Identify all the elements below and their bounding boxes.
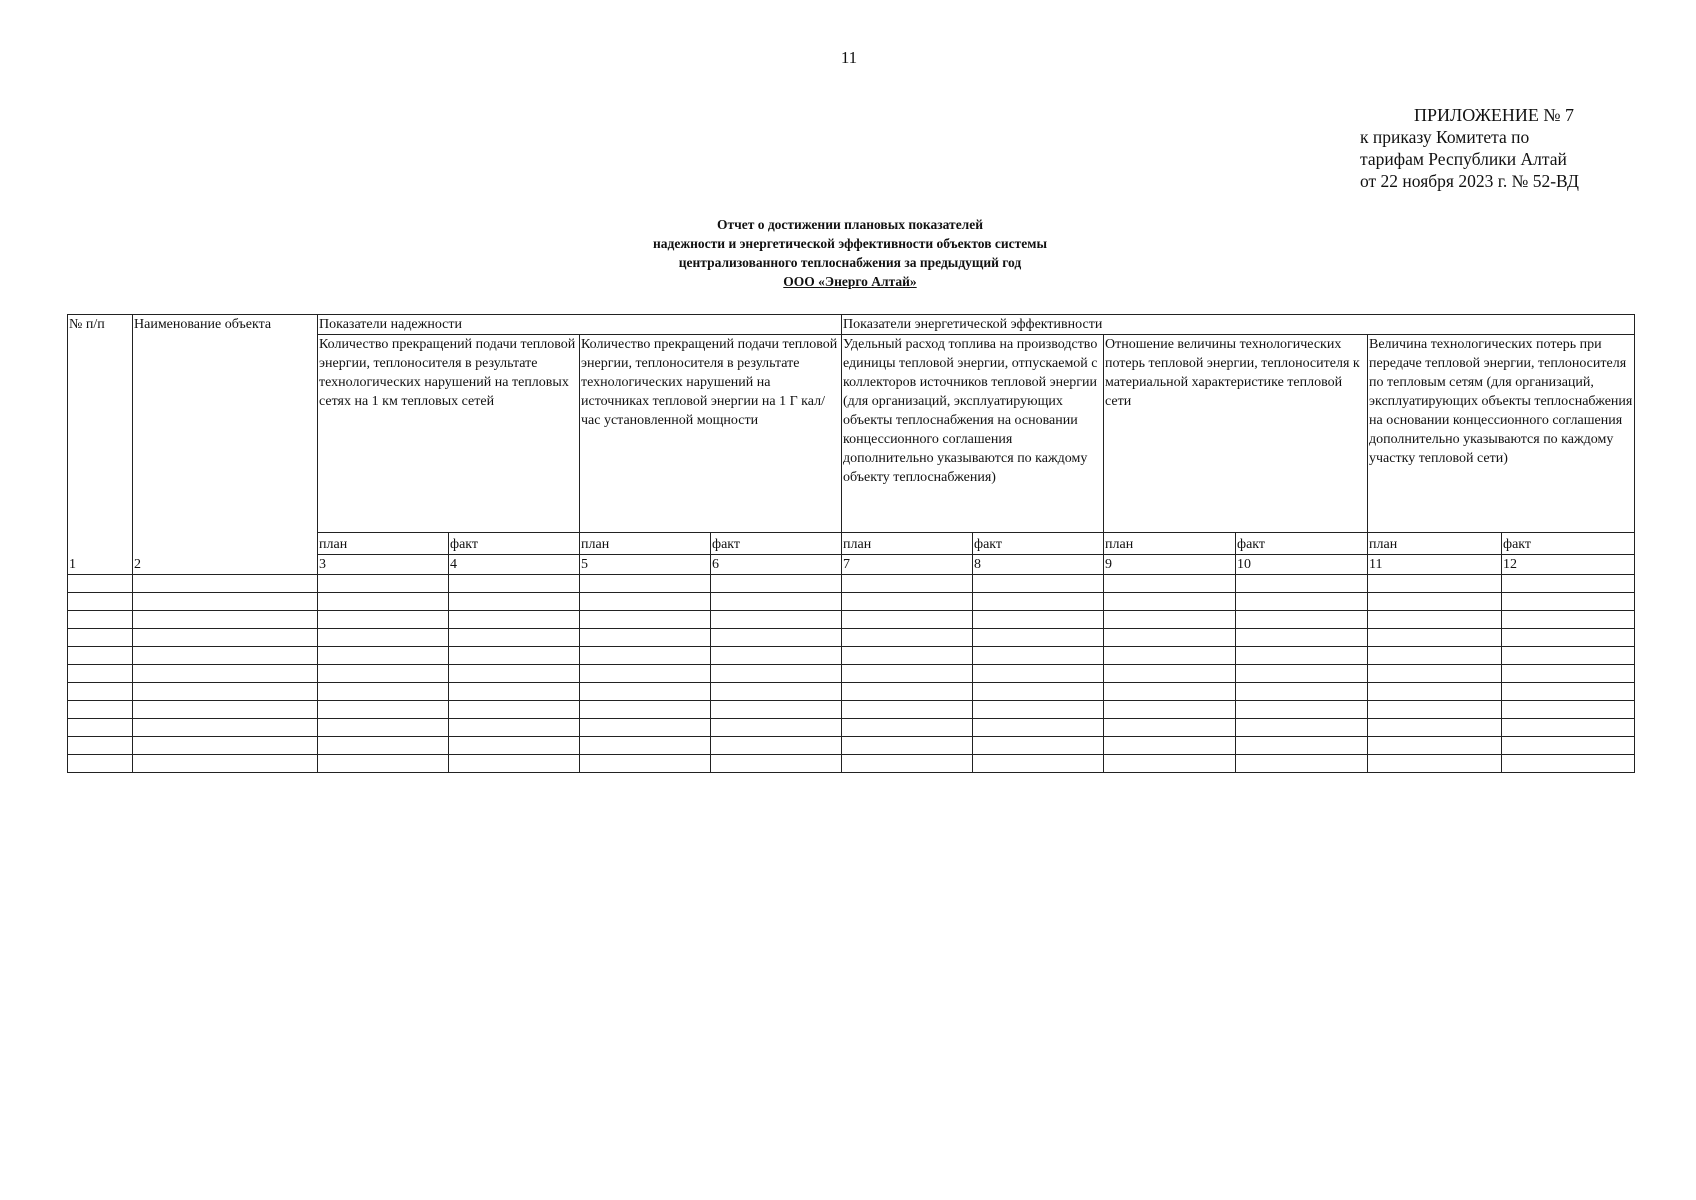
table-cell[interactable] [449, 701, 580, 719]
table-cell[interactable] [1502, 575, 1635, 593]
table-cell[interactable] [973, 683, 1104, 701]
table-cell[interactable] [1368, 665, 1502, 683]
table-row [68, 755, 1635, 773]
table-cell[interactable] [1368, 737, 1502, 755]
table-row [68, 575, 1635, 593]
table-cell[interactable] [68, 719, 133, 737]
table-cell[interactable] [1104, 719, 1236, 737]
table-cell[interactable] [711, 719, 842, 737]
table-cell[interactable] [1368, 719, 1502, 737]
column-number: 5 [580, 555, 711, 575]
table-cell[interactable] [1502, 737, 1635, 755]
table-row [68, 665, 1635, 683]
table-cell[interactable] [133, 755, 318, 773]
header-plan: план [842, 533, 973, 555]
table-row [68, 647, 1635, 665]
table-cell[interactable] [1236, 647, 1368, 665]
table-cell[interactable] [449, 575, 580, 593]
table-cell[interactable] [842, 593, 973, 611]
column-number: 2 [133, 555, 318, 575]
table-cell[interactable] [711, 737, 842, 755]
table-cell[interactable] [711, 755, 842, 773]
table-cell[interactable] [973, 737, 1104, 755]
table-row [68, 593, 1635, 611]
table-cell[interactable] [1236, 719, 1368, 737]
header-fact: факт [1502, 533, 1635, 555]
appendix-title: ПРИЛОЖЕНИЕ № 7 [1414, 105, 1575, 125]
table-cell[interactable] [973, 629, 1104, 647]
header-fact: факт [973, 533, 1104, 555]
table-cell[interactable] [133, 629, 318, 647]
table-cell[interactable] [1368, 629, 1502, 647]
table-cell[interactable] [318, 593, 449, 611]
table-cell[interactable] [1104, 665, 1236, 683]
column-number: 10 [1236, 555, 1368, 575]
table-cell[interactable] [842, 647, 973, 665]
table-cell[interactable] [1104, 629, 1236, 647]
report-title-line: централизованного теплоснабжения за предыдущий год [678, 255, 1022, 270]
table-cell[interactable] [133, 665, 318, 683]
header-indicator-2: Количество прекращений подачи тепловой энергии, теплоносителя в результате технологических нарушений на источниках тепловой энергии на 1 Г кал/час установленной мощности [580, 335, 842, 533]
table-cell[interactable] [318, 611, 449, 629]
table-cell[interactable] [842, 719, 973, 737]
table-cell[interactable] [1236, 683, 1368, 701]
header-group-reliability: Показатели надежности [318, 315, 842, 335]
header-fact: факт [711, 533, 842, 555]
table-cell[interactable] [68, 629, 133, 647]
header-plan: план [580, 533, 711, 555]
table-cell[interactable] [133, 719, 318, 737]
table-cell[interactable] [1104, 755, 1236, 773]
table-cell[interactable] [973, 611, 1104, 629]
column-number: 3 [318, 555, 449, 575]
table-cell[interactable] [842, 629, 973, 647]
table-cell[interactable] [580, 665, 711, 683]
table-cell[interactable] [449, 719, 580, 737]
table-cell[interactable] [711, 611, 842, 629]
table-cell[interactable] [1236, 629, 1368, 647]
header-fact: факт [449, 533, 580, 555]
header-plan: план [318, 533, 449, 555]
table-cell[interactable] [973, 593, 1104, 611]
table-cell[interactable] [711, 647, 842, 665]
table-cell[interactable] [68, 611, 133, 629]
report-table [67, 314, 1635, 773]
report-title-line: Отчет о достижении плановых показателей [716, 217, 984, 232]
table-cell[interactable] [1502, 593, 1635, 611]
column-number: 4 [449, 555, 580, 575]
table-cell[interactable] [1104, 683, 1236, 701]
table-row [68, 629, 1635, 647]
header-plan: план [1368, 533, 1502, 555]
table-cell[interactable] [318, 737, 449, 755]
table-cell[interactable] [580, 719, 711, 737]
table-cell[interactable] [711, 665, 842, 683]
table-row [68, 701, 1635, 719]
table-cell[interactable] [318, 701, 449, 719]
table-cell[interactable] [580, 737, 711, 755]
header-indicator-3: Удельный расход топлива на производство единицы тепловой энергии, отпускаемой с коллекторов источников тепловой энергии (для организаций, эксплуатирующих объекты теплоснабжения на основании концессионного соглашения дополнительно указываются по каждому объекту теплоснабжения) [842, 335, 1104, 533]
table-cell[interactable] [133, 683, 318, 701]
table-cell[interactable] [973, 755, 1104, 773]
table-cell[interactable] [449, 593, 580, 611]
table-cell[interactable] [318, 683, 449, 701]
table-cell[interactable] [1368, 755, 1502, 773]
appendix-line: тарифам Республики Алтай [1360, 149, 1567, 169]
table-cell[interactable] [1236, 737, 1368, 755]
header-indicator-1: Количество прекращений подачи тепловой энергии, теплоносителя в результате технологических нарушений на тепловых сетях на 1 км тепловых сетей [318, 335, 580, 533]
table-cell[interactable] [1104, 737, 1236, 755]
page-number: 11 [840, 48, 858, 67]
table-cell[interactable] [711, 683, 842, 701]
appendix-line: к приказу Комитета по [1360, 127, 1530, 147]
table-cell[interactable] [449, 683, 580, 701]
table-cell[interactable] [449, 647, 580, 665]
table-cell[interactable] [68, 647, 133, 665]
table-cell[interactable] [842, 665, 973, 683]
header-group-efficiency: Показатели энергетической эффективности [842, 315, 1635, 335]
table-cell[interactable] [1502, 683, 1635, 701]
table-cell[interactable] [133, 701, 318, 719]
table-cell[interactable] [318, 629, 449, 647]
table-cell[interactable] [318, 647, 449, 665]
table-cell[interactable] [1502, 611, 1635, 629]
table-cell[interactable] [1104, 593, 1236, 611]
table-cell[interactable] [68, 683, 133, 701]
column-number: 9 [1104, 555, 1236, 575]
column-number: 12 [1502, 555, 1635, 575]
table-cell[interactable] [1502, 647, 1635, 665]
header-indicator-4: Отношение величины технологических потерь тепловой энергии, теплоносителя к материальной характеристике тепловой сети [1104, 335, 1368, 533]
table-cell[interactable] [133, 575, 318, 593]
table-cell[interactable] [973, 665, 1104, 683]
table-cell[interactable] [580, 755, 711, 773]
table-cell[interactable] [1104, 611, 1236, 629]
table-cell[interactable] [842, 611, 973, 629]
column-number: 1 [68, 555, 133, 575]
table-row [68, 683, 1635, 701]
table-cell[interactable] [711, 701, 842, 719]
table-cell[interactable] [1236, 611, 1368, 629]
table-cell[interactable] [580, 611, 711, 629]
table-cell[interactable] [318, 755, 449, 773]
table-cell[interactable] [842, 683, 973, 701]
table-cell[interactable] [1236, 755, 1368, 773]
table-cell[interactable] [1236, 701, 1368, 719]
table-cell[interactable] [449, 737, 580, 755]
table-cell[interactable] [133, 737, 318, 755]
table-cell[interactable] [1236, 575, 1368, 593]
table-cell[interactable] [842, 737, 973, 755]
appendix-line: от 22 ноября 2023 г. № 52-ВД [1360, 171, 1579, 191]
table-cell[interactable] [1368, 683, 1502, 701]
table-cell[interactable] [973, 575, 1104, 593]
table-cell[interactable] [711, 629, 842, 647]
header-plan: план [1104, 533, 1236, 555]
table-cell[interactable] [842, 755, 973, 773]
table-cell[interactable] [68, 665, 133, 683]
table-cell[interactable] [580, 593, 711, 611]
table-cell[interactable] [68, 755, 133, 773]
table-cell[interactable] [1104, 647, 1236, 665]
table-row [68, 737, 1635, 755]
table-cell[interactable] [973, 701, 1104, 719]
table-cell[interactable] [580, 701, 711, 719]
table-cell[interactable] [711, 575, 842, 593]
table-cell[interactable] [711, 593, 842, 611]
table-cell[interactable] [1368, 701, 1502, 719]
table-cell[interactable] [1502, 719, 1635, 737]
header-fact: факт [1236, 533, 1368, 555]
table-cell[interactable] [1502, 701, 1635, 719]
header-no: № п/п [68, 315, 133, 555]
table-cell[interactable] [1502, 665, 1635, 683]
table-cell[interactable] [68, 737, 133, 755]
table-cell[interactable] [1368, 575, 1502, 593]
table-cell[interactable] [1236, 593, 1368, 611]
table-cell[interactable] [68, 701, 133, 719]
column-number: 7 [842, 555, 973, 575]
header-object-name: Наименование объекта [133, 315, 318, 555]
appendix-block [1360, 104, 1660, 192]
table-cell[interactable] [1104, 701, 1236, 719]
table-cell[interactable] [133, 593, 318, 611]
table-cell[interactable] [580, 683, 711, 701]
table-cell[interactable] [1236, 665, 1368, 683]
column-number: 6 [711, 555, 842, 575]
table-row [68, 611, 1635, 629]
table-cell[interactable] [318, 719, 449, 737]
table-cell[interactable] [449, 629, 580, 647]
table-cell[interactable] [449, 665, 580, 683]
table-cell[interactable] [580, 629, 711, 647]
table-cell[interactable] [580, 647, 711, 665]
table-cell[interactable] [580, 575, 711, 593]
table-cell[interactable] [842, 701, 973, 719]
organization-name: ООО «Энерго Алтай» [783, 274, 917, 289]
column-number: 8 [973, 555, 1104, 575]
table-cell[interactable] [842, 575, 973, 593]
report-title-line: надежности и энергетической эффективности объектов системы [653, 236, 1047, 251]
report-title [560, 215, 1140, 291]
table-cell[interactable] [449, 755, 580, 773]
table-cell[interactable] [1104, 575, 1236, 593]
table-cell[interactable] [133, 611, 318, 629]
table-cell[interactable] [1502, 629, 1635, 647]
table-cell[interactable] [318, 575, 449, 593]
table-cell[interactable] [68, 575, 133, 593]
table-cell[interactable] [1368, 593, 1502, 611]
table-cell[interactable] [1368, 611, 1502, 629]
table-cell[interactable] [133, 647, 318, 665]
header-indicator-5: Величина технологических потерь при передаче тепловой энергии, теплоносителя по тепловым сетям (для организаций, эксплуатирующих объекты теплоснабжения на основании концессионного соглашения дополнительно указываются по каждому участку тепловой сети) [1368, 335, 1635, 533]
table-cell[interactable] [318, 665, 449, 683]
table-cell[interactable] [973, 719, 1104, 737]
table-cell[interactable] [1368, 647, 1502, 665]
table-row [68, 719, 1635, 737]
table-cell[interactable] [449, 611, 580, 629]
table-cell[interactable] [1502, 755, 1635, 773]
table-cell[interactable] [973, 647, 1104, 665]
column-number: 11 [1368, 555, 1502, 575]
table-cell[interactable] [68, 593, 133, 611]
